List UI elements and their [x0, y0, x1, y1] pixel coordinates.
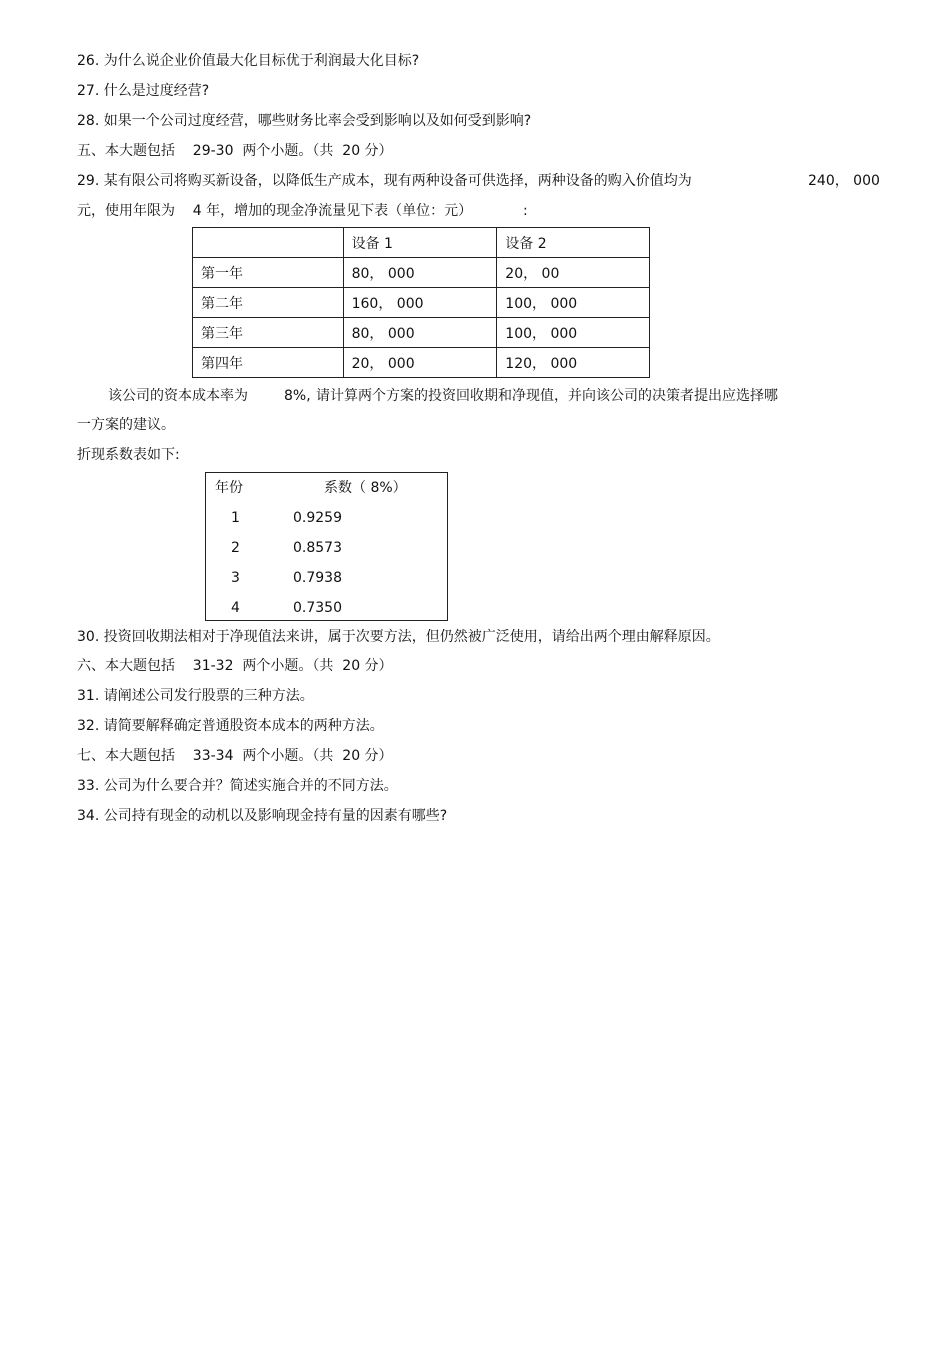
table-row [193, 318, 650, 348]
question-31: 31. 请阐述公司发行股票的三种方法。 [77, 688, 314, 704]
question-30: 30. 投资回收期法相对于净现值法来讲，属于次要方法，但仍然被广泛使用，请给出两个理由解释原因。 [77, 629, 720, 645]
discount-header-factor: 系数（ 8%） [324, 480, 407, 496]
table-cell: 120， 000 [497, 348, 650, 378]
question-29-paragraph-rest: 请计算两个方案的投资回收期和净现值，并向该公司的决策者提出应选择哪 [316, 388, 778, 404]
discount-factor: 0.7938 [293, 570, 342, 586]
section-6-heading: 六、本大题包括 31-32 两个小题。（共 20 分） [77, 658, 393, 674]
question-26: 26. 为什么说企业价值最大化目标优于利润最大化目标? [77, 53, 420, 69]
table-header-cell: 设备 1 [343, 228, 497, 258]
table-row [193, 258, 650, 288]
equipment-cashflow-table [192, 227, 650, 378]
discount-year: 2 [231, 540, 240, 556]
table-cell: 第一年 [193, 258, 344, 288]
table-cell: 20， 000 [343, 348, 497, 378]
table-row [193, 288, 650, 318]
discount-factor: 0.7350 [293, 600, 342, 616]
table-cell: 20， 00 [497, 258, 650, 288]
question-29-line-1: 29. 某有限公司将购买新设备，以降低生产成本，现有两种设备可供选择，两种设备的购入价值均为 [77, 173, 692, 189]
question-32: 32. 请简要解释确定普通股资本成本的两种方法。 [77, 718, 384, 734]
question-34: 34. 公司持有现金的动机以及影响现金持有量的因素有哪些? [77, 808, 448, 824]
table-header-row [193, 228, 650, 258]
section-7-heading: 七、本大题包括 33-34 两个小题。（共 20 分） [77, 748, 393, 764]
discount-year: 4 [231, 600, 240, 616]
discount-factor: 0.8573 [293, 540, 342, 556]
discount-year: 1 [231, 510, 240, 526]
question-29-paragraph-end: 一方案的建议。 [77, 417, 175, 433]
question-27: 27. 什么是过度经营? [77, 83, 210, 99]
section-5-heading: 五、本大题包括 29-30 两个小题。（共 20 分） [77, 143, 393, 159]
discount-factor-table [205, 472, 448, 621]
discount-header-year: 年份 [215, 480, 243, 496]
table-cell: 100， 000 [497, 288, 650, 318]
table-cell: 第四年 [193, 348, 344, 378]
question-29-line-2: 元，使用年限为 4 年，增加的现金净流量见下表（单位：元） [77, 203, 473, 219]
discount-year: 3 [231, 570, 240, 586]
table-cell: 第二年 [193, 288, 344, 318]
table-header-cell [193, 228, 344, 258]
question-29-paragraph-start: 该公司的资本成本率为 [108, 388, 248, 404]
discount-factor: 0.9259 [293, 510, 342, 526]
question-29-colon: : [523, 203, 528, 219]
table-header-cell: 设备 2 [497, 228, 650, 258]
table-cell: 第三年 [193, 318, 344, 348]
table-cell: 80， 000 [343, 318, 497, 348]
question-29-rate: 8%, [284, 388, 311, 404]
table-cell: 80， 000 [343, 258, 497, 288]
table-cell: 100， 000 [497, 318, 650, 348]
discount-table-caption: 折现系数表如下: [77, 447, 180, 463]
table-row [193, 348, 650, 378]
table-cell: 160， 000 [343, 288, 497, 318]
question-29-amount: 240， 000 [808, 173, 880, 189]
question-33: 33. 公司为什么要合并？简述实施合并的不同方法。 [77, 778, 398, 794]
question-28: 28. 如果一个公司过度经营，哪些财务比率会受到影响以及如何受到影响? [77, 113, 532, 129]
